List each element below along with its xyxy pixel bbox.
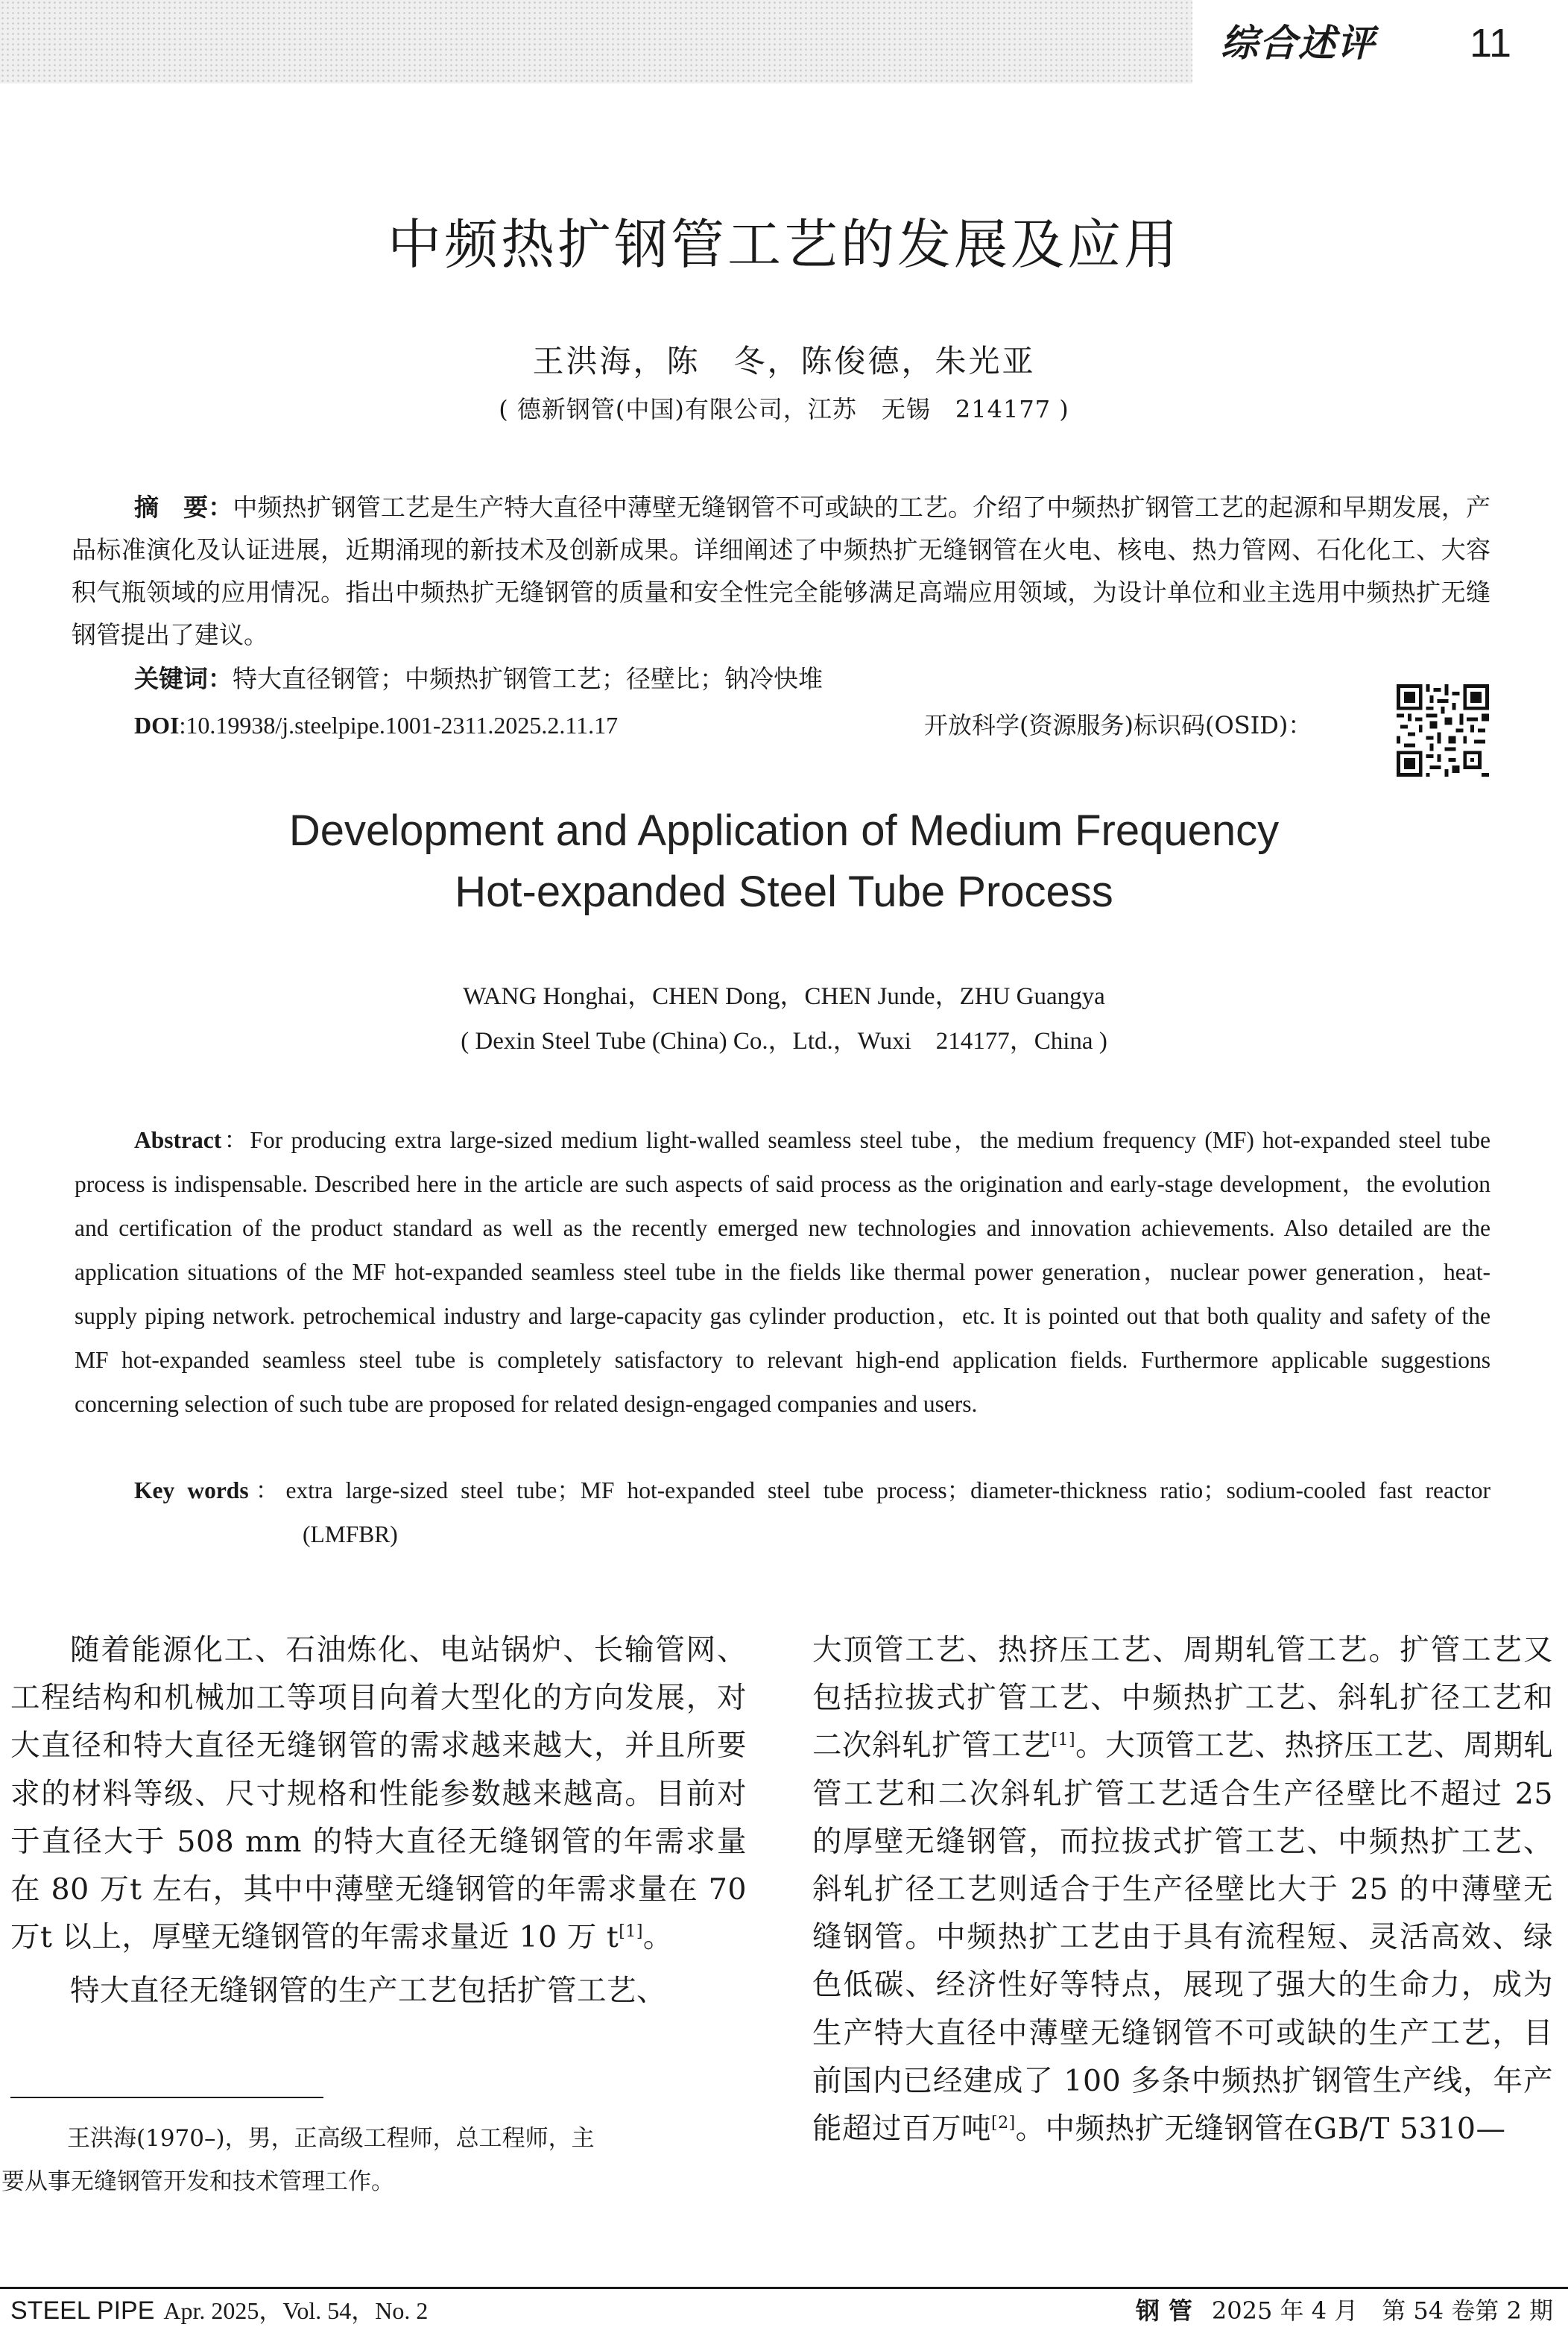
abstract-cn-label: 摘 要：	[134, 493, 233, 522]
authors-en: WANG Honghai，CHEN Dong，CHEN Junde，ZHU Guangya	[463, 983, 1105, 1010]
citation-ref[interactable]: [2]	[991, 2114, 1016, 2133]
abstract-cn-text: 中频热扩钢管工艺是生产特大直径中薄壁无缝钢管不可或缺的工艺。介绍了中频热扩钢管工艺的起源和早期发展，产品标准演化及认证进展，近期涌现的新技术及创新成果。详细阐述了中频热扩无缝钢管在火电、核电、热力管网、石化化工、大容积气瓶领域的应用情况。指出中频热扩无缝钢管的质量和安全性完全能够满足高端应用领域，为设计单位和业主选用中频热扩无缝钢管提出了建议。	[72, 493, 1491, 649]
keywords-en	[134, 1468, 1490, 1556]
keywords-en-label: Key words	[134, 1477, 249, 1503]
body-paragraph	[10, 1626, 747, 1961]
title-en-line1: Development and Application of Medium Frequency	[288, 806, 1280, 855]
keywords-cn	[134, 660, 1401, 698]
body-text: 。	[642, 1920, 673, 1955]
body-right-column	[812, 1626, 1553, 2153]
citation-ref[interactable]: [1]	[1051, 1731, 1076, 1750]
title-en-line2: Hot-expanded Steel Tube Process	[455, 868, 1113, 916]
osid-label: 开放科学(资源服务)标识码(OSID)：	[924, 711, 1312, 739]
body-text: 。中频热扩无缝钢管在GB/T 5310—	[1015, 2112, 1506, 2147]
affiliation-cn: ( 德新钢管(中国)有限公司，江苏 无锡 214177 )	[499, 395, 1069, 423]
section-label: 综合述评	[1221, 22, 1376, 65]
body-paragraph: 特大直径无缝钢管的生产工艺包括扩管工艺、	[70, 1974, 666, 2009]
body-text: 大顶管工艺、热挤压工艺、周期轧管工艺。扩管工艺又包括拉拔式扩管工艺、中频热扩工艺、斜轧扩径工艺和二次斜轧扩管工艺	[812, 1633, 1553, 1764]
citation-ref[interactable]: [1]	[619, 1922, 643, 1942]
qr-code-icon[interactable]	[1397, 684, 1489, 777]
page-number: 11	[1470, 21, 1512, 66]
authors-cn: 王洪海，陈 冬，陈俊德，朱光亚	[532, 343, 1036, 379]
keywords-cn-label: 关键词：	[134, 664, 233, 693]
body-text: 。大顶管工艺、热挤压工艺、周期轧管工艺和二次斜轧扩管工艺适合生产径壁比不超过 25 的厚壁无缝钢管，而拉拔式扩管工艺、中频热扩工艺、斜轧扩径工艺则适合于生产径壁比大于 25 的中薄壁无缝钢管。中频热扩工艺由于具有流程短、灵活高效、绿色低碳、经济性好等特点，展现了强大的生命力，成为生产特大直径中薄壁无缝钢管不可或缺的生产工艺，目前国内已经建成了 100 多条中频热扩钢管生产线，年产能超过百万吨	[812, 1729, 1554, 2147]
footer-left	[10, 2296, 428, 2326]
keywords-en-text: ：extra large-sized steel tube；MF hot-expanded steel tube process；diameter-thickness ratio；sodium-cooled fast reactor (LMFBR)	[248, 1477, 1490, 1547]
body-left-column	[10, 1626, 747, 2015]
footer-right	[1136, 2296, 1553, 2326]
body-paragraph	[812, 1626, 1553, 2153]
abstract-en	[75, 1118, 1490, 1426]
footnote-line: 要从事无缝钢管开发和技术管理工作。	[1, 2168, 394, 2195]
title-en	[0, 801, 1568, 923]
footer-journal-cn: 钢管	[1135, 2296, 1201, 2325]
affiliation-en: ( Dexin Steel Tube (China) Co.，Ltd.，Wuxi 214177，China )	[461, 1028, 1107, 1055]
footer-journal-en: STEEL PIPE	[10, 2296, 155, 2325]
abstract-cn	[72, 486, 1490, 656]
doi-text: :10.19938/j.steelpipe.1001-2311.2025.2.11.17	[179, 712, 619, 739]
abstract-en-text: ：For producing extra large-sized medium light-walled seamless steel tube，the medium frequency (MF) hot-expanded steel tube process is indispensable. Described here in the article are such aspects of said process as the origination and early-stage development，the evolution and certification of the product standard as well as the recently emerged new technologies and innovation achievements. Also detailed are the application situations of the MF hot-expanded seamless steel tube in the fields like thermal power generation，nuclear power generation，heat-supply piping network. petrochemical industry and large-capacity gas cylinder production，etc. It is pointed out that both quality and safety of the MF hot-expanded seamless steel tube is completely satisfactory to relevant high-end application fields. Furthermore applicable suggestions concerning selection of such tube are proposed for related design-engaged companies and users.	[75, 1127, 1490, 1417]
footer-divider	[0, 2287, 1568, 2289]
footer-issue-cn: 2025 年 4 月 第 54 卷第 2 期	[1211, 2296, 1553, 2325]
footnote-line: 王洪海(1970–)，男，正高级工程师，总工程师，主	[67, 2125, 595, 2152]
doi-label: DOI	[134, 712, 180, 739]
footer-issue-en: Apr. 2025，Vol. 54，No. 2	[163, 2297, 429, 2324]
author-footnote	[1, 2117, 727, 2203]
abstract-en-label: Abstract	[134, 1127, 222, 1153]
keywords-cn-text: 特大直径钢管；中频热扩钢管工艺；径壁比；钠冷快堆	[233, 664, 823, 693]
footnote-divider	[10, 2097, 323, 2098]
title-cn: 中频热扩钢管工艺的发展及应用	[387, 213, 1180, 276]
doi[interactable]	[134, 707, 618, 744]
body-text: 随着能源化工、石油炼化、电站锅炉、长输管网、工程结构和机械加工等项目向着大型化的方向发展，对大直径和特大直径无缝钢管的需求越来越大，并且所要求的材料等级、尺寸规格和性能参数越来越高。目前对于直径大于 508 mm 的特大直径无缝钢管的年需求量在 80 万t 左右，其中中薄壁无缝钢管的年需求量在 70 万t 以上，厚壁无缝钢管的年需求量近 10 万 t	[10, 1633, 747, 1955]
